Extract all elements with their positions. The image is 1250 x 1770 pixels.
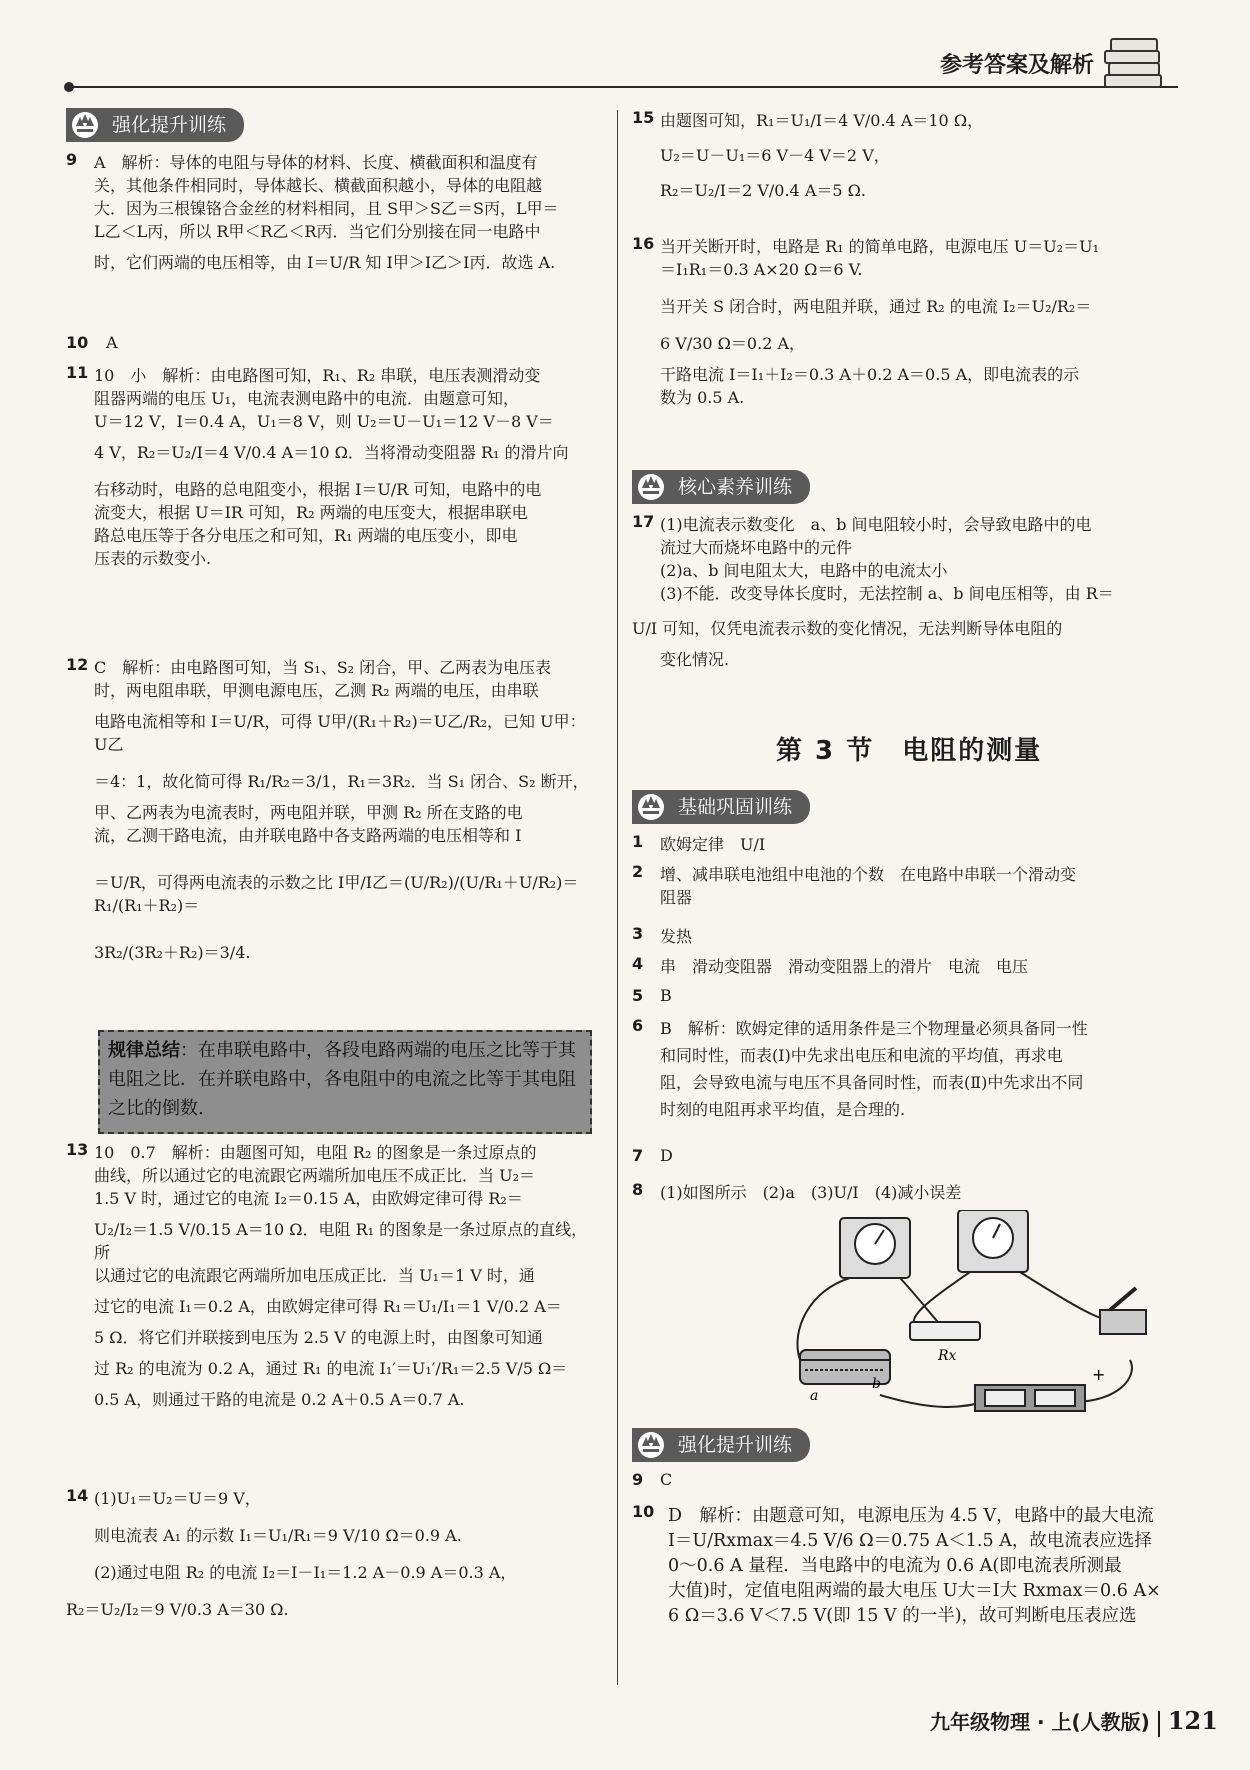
b3 <box>632 924 1172 947</box>
q11-line: 压表的示数变小. <box>94 549 212 568</box>
b4-answer: 串 滑动变阻器 滑动变阻器上的滑片 电流 电压 <box>660 957 1029 976</box>
q15-line: R₂＝U₂/I＝2 V/0.4 A＝5 Ω. <box>660 181 866 200</box>
q9 <box>66 150 596 273</box>
b7-number: 7 <box>632 1146 644 1165</box>
footer-book-title: 九年级物理 · 上(人教版) <box>930 1710 1150 1734</box>
label-rx: Rx <box>938 1348 957 1364</box>
q13-number: 13 <box>66 1140 89 1159</box>
q16-number: 16 <box>632 234 655 253</box>
q11-number: 11 <box>66 363 89 382</box>
b2 <box>632 862 1172 908</box>
q9-line: A 解析：导体的电阻与导体的材料、长度、横截面积和温度有 <box>94 153 538 172</box>
b10-line: D 解析：由题意可知，电源电压为 4.5 V，电路中的最大电流 <box>668 1506 1154 1526</box>
section-title: 第 3 节 电阻的测量 <box>776 736 1043 766</box>
banner-label: 核心素养训练 <box>678 476 793 498</box>
summary-label: 规律总结 <box>108 1040 180 1061</box>
q9-line: 关，其他条件相同时，导体越长、横截面积越小，导体的电阻越 <box>94 176 543 195</box>
banner-strengthen-2 <box>632 1428 810 1462</box>
banner-strengthen <box>66 108 244 142</box>
q11-line: 阻器两端的电压 U₁，电流表测电路中的电流．由题意可知， <box>94 389 519 408</box>
q12 <box>66 655 596 963</box>
q15-line: 由题图可知，R₁＝U₁/I＝4 V/0.4 A＝10 Ω， <box>660 111 984 130</box>
q11-line: 10 小 解析：由电路图可知，R₁、R₂ 串联，电压表测滑动变 <box>94 366 541 385</box>
b6-number: 6 <box>632 1016 644 1035</box>
label-plus: + <box>1092 1365 1106 1384</box>
q16-line: 6 V/30 Ω＝0.2 A， <box>660 334 806 353</box>
b10-number: 10 <box>632 1502 655 1521</box>
b8-answer: (1)如图所示 (2)a (3)U/I (4)减小误差 <box>660 1183 962 1202</box>
q11-line: 4 V，R₂＝U₂/I＝4 V/0.4 A＝10 Ω．当将滑动变阻器 R₁ 的滑片向 <box>94 443 569 462</box>
header-title: 参考答案及解析 <box>940 53 1095 78</box>
b2-number: 2 <box>632 862 644 881</box>
banner-basic <box>632 790 810 824</box>
q17-line: U/I 可知，仅凭电流表示数的变化情况，无法判断导体电阻的 <box>632 619 1063 638</box>
q17 <box>632 512 1172 670</box>
banner-core <box>632 470 810 504</box>
b3-number: 3 <box>632 924 644 943</box>
b7 <box>632 1146 1172 1165</box>
b10-line: 6 Ω＝3.6 V＜7.5 V(即 15 V 的一半)，故可判断电压表应选 <box>668 1606 1137 1626</box>
b5 <box>632 986 1172 1005</box>
resistor-icon <box>910 1322 980 1340</box>
q16 <box>632 234 1172 408</box>
b5-answer: B <box>660 986 672 1005</box>
q15 <box>632 108 1172 201</box>
q13-line: 10 0.7 解析：由题图可知，电阻 R₂ 的图象是一条过原点的 <box>94 1143 537 1162</box>
q16-line: 干路电流 I＝I₁＋I₂＝0.3 A＋0.2 A＝0.5 A，即电流表的示 <box>660 365 1080 384</box>
q9-number: 9 <box>66 150 78 169</box>
label-b: b <box>872 1376 881 1392</box>
q13-line: 过 R₂ 的电流为 0.2 A，通过 R₁ 的电流 I₁′＝U₁′/R₁＝2.5 V/5 Ω＝ <box>94 1359 568 1378</box>
q16-line: 数为 0.5 A. <box>660 388 745 407</box>
q16-line: 当开关 S 闭合时，两电阻并联，通过 R₂ 的电流 I₂＝U₂/R₂＝ <box>660 297 1092 316</box>
q12-line: 甲、乙两表为电流表时，两电阻并联，甲测 R₂ 所在支路的电 <box>94 803 523 822</box>
crown-icon <box>638 1432 664 1458</box>
b10 <box>632 1502 1172 1627</box>
q17-line: (2)a、b 间电阻太大，电路中的电流太小 <box>660 561 948 580</box>
page-number: 121 <box>1167 1706 1218 1735</box>
b3-answer: 发热 <box>660 927 693 946</box>
banner-label: 强化提升训练 <box>678 1434 793 1456</box>
b8 <box>632 1180 1172 1203</box>
crown-icon <box>638 474 664 500</box>
q12-line: C 解析：由电路图可知，当 S₁、S₂ 闭合，甲、乙两表为电压表 <box>94 658 552 677</box>
q14-line: (2)通过电阻 R₂ 的电流 I₂＝I－I₁＝1.2 A－0.9 A＝0.3 A， <box>94 1563 517 1582</box>
q13-line: 1.5 V 时，通过它的电流 I₂＝0.15 A，由欧姆定律可得 R₂＝ <box>94 1189 523 1208</box>
header-rule <box>68 86 1178 88</box>
q13-line: U₂/I₂＝1.5 V/0.15 A＝10 Ω．电阻 R₁ 的图象是一条过原点的直线，所 <box>94 1220 588 1262</box>
q10 <box>66 333 596 352</box>
b4 <box>632 954 1172 977</box>
q15-line: U₂＝U－U₁＝6 V－4 V＝2 V， <box>660 146 890 165</box>
books-icon <box>1104 38 1162 84</box>
q10-number: 10 <box>66 333 89 352</box>
q11-line: U＝12 V，I＝0.4 A，U₁＝8 V，则 U₂＝U－U₁＝12 V－8 V＝ <box>94 412 554 431</box>
q12-line: ＝U/R，可得两电流表的示数之比 I甲/I乙＝(U/R₂)/(U/R₁＋U/R₂)＝R₁/(R₁＋R₂)＝ <box>94 873 579 915</box>
q10-answer: A <box>106 333 118 352</box>
summary-text: ：在串联电路中，各段电路两端的电压之比等于其电阻之比．在并联电路中，各电阻中的电流之比等于其电阻之比的倒数. <box>108 1040 576 1120</box>
b9 <box>632 1470 1172 1489</box>
q17-line: (1)电流表示数变化 a、b 间电阻较小时，会导致电路中的电 <box>660 515 1092 534</box>
b6-line: B 解析：欧姆定律的适用条件是三个物理量必须具备同一性 <box>660 1019 1088 1038</box>
q11-line: 路总电压等于各分电压之和可知，R₁ 两端的电压变小，即电 <box>94 526 518 545</box>
q11 <box>66 363 596 569</box>
banner-label: 强化提升训练 <box>112 114 227 136</box>
q12-line: 时，两电阻串联，甲测电源电压，乙测 R₂ 两端的电压，由串联 <box>94 681 539 700</box>
q14-line: 则电流表 A₁ 的示数 I₁＝U₁/R₁＝9 V/10 Ω＝0.9 A. <box>94 1526 462 1545</box>
b1-number: 1 <box>632 832 644 851</box>
b2-line: 阻器 <box>660 888 693 907</box>
q9-line: 时，它们两端的电压相等，由 I＝U/R 知 I甲＞I乙＞I丙．故选 A. <box>94 253 556 272</box>
crown-icon <box>638 794 664 820</box>
q13-line: 0.5 A，则通过干路的电流是 0.2 A＋0.5 A＝0.7 A. <box>94 1390 465 1409</box>
q17-line: 流过大而烧坏电路中的元件 <box>660 538 853 557</box>
q13-line: 曲线，所以通过它的电流跟它两端所加电压不成正比．当 U₂＝ <box>94 1166 535 1185</box>
q17-line: 变化情况. <box>660 650 730 669</box>
q14-number: 14 <box>66 1486 89 1505</box>
q16-line: ＝I₁R₁＝0.3 A×20 Ω＝6 V. <box>660 260 863 279</box>
b6-line: 阻，会导致电流与电压不具备同时性，而表(Ⅱ)中先求出不同 <box>660 1073 1084 1092</box>
b10-line: 大值)时，定值电阻两端的最大电压 U大＝I大 Rxmax＝0.6 A× <box>668 1581 1161 1601</box>
q17-line: (3)不能．改变导体长度时，无法控制 a、b 间电压相等，由 R＝ <box>660 584 1114 603</box>
b10-line: I＝U/Rxmax＝4.5 V/6 Ω＝0.75 A＜1.5 A，故电流表应选择 <box>668 1531 1152 1551</box>
q14-line: (1)U₁＝U₂＝U＝9 V， <box>94 1489 261 1508</box>
b9-answer: C <box>660 1470 673 1489</box>
q13-line: 5 Ω．将它们并联接到电压为 2.5 V 的电源上时，由图象可知通 <box>94 1328 543 1347</box>
b4-number: 4 <box>632 954 644 973</box>
q11-line: 右移动时，电路的总电阻变小，根据 I＝U/R 可知，电路中的电 <box>94 480 542 499</box>
q12-line: 3R₂/(3R₂＋R₂)＝3/4. <box>94 943 251 962</box>
b7-answer: D <box>660 1146 673 1165</box>
label-a: a <box>810 1388 819 1404</box>
q13-line: 以通过它的电流跟它两端所加电压成正比．当 U₁＝1 V 时，通 <box>94 1266 535 1285</box>
banner-label: 基础巩固训练 <box>678 796 793 818</box>
q12-line: 流，乙测干路电流，由并联电路中各支路两端的电压相等和 I <box>94 826 522 845</box>
b10-line: 0～0.6 A 量程．当电路中的电流为 0.6 A(即电流表所测最 <box>668 1556 1122 1576</box>
q11-line: 流变大，根据 U＝IR 可知，R₂ 两端的电压变大，根据串联电 <box>94 503 528 522</box>
q12-line: ＝4：1，故化简可得 R₁/R₂＝3/1，R₁＝3R₂．当 S₁ 闭合、S₂ 断开， <box>94 772 589 791</box>
q15-number: 15 <box>632 108 655 127</box>
b1 <box>632 832 1172 855</box>
q12-number: 12 <box>66 655 89 674</box>
switch-icon <box>1100 1310 1146 1334</box>
q14-line: R₂＝U₂/I₂＝9 V/0.3 A＝30 Ω. <box>66 1600 289 1619</box>
q14 <box>66 1486 596 1620</box>
q12-line: 电路电流相等和 I＝U/R，可得 U甲/(R₁＋R₂)＝U乙/R₂，已知 U甲：U乙 <box>94 712 586 754</box>
q13 <box>66 1140 596 1410</box>
rule-summary-box <box>98 1030 592 1134</box>
q9-line: 大．因为三根镍铬合金丝的材料相同，且 S甲＞S乙＝S丙，L甲＝ <box>94 199 559 218</box>
b1-answer: 欧姆定律 U/I <box>660 835 766 854</box>
crown-icon <box>72 112 98 138</box>
b9-number: 9 <box>632 1470 644 1489</box>
q17-number: 17 <box>632 512 655 531</box>
q13-line: 过它的电流 I₁＝0.2 A，由欧姆定律可得 R₁＝U₁/I₁＝1 V/0.2 A＝ <box>94 1297 562 1316</box>
b2-line: 增、减串联电池组中电池的个数 在电路中串联一个滑动变 <box>660 865 1077 884</box>
page-footer <box>930 1706 1218 1737</box>
q16-line: 当开关断开时，电路是 R₁ 的简单电路，电源电压 U＝U₂＝U₁ <box>660 237 1100 256</box>
b6-line: 和同时性，而表(Ⅰ)中先求出电压和电流的平均值，再求电 <box>660 1046 1063 1065</box>
q9-line: L乙＜L丙，所以 R甲＜R乙＜R丙．当它们分别接在同一电路中 <box>94 222 541 241</box>
b8-number: 8 <box>632 1180 644 1199</box>
b5-number: 5 <box>632 986 644 1005</box>
b6 <box>632 1016 1172 1120</box>
circuit-diagram <box>780 1210 1200 1420</box>
b6-line: 时刻的电阻再求平均值，是合理的. <box>660 1100 906 1119</box>
column-divider <box>617 110 618 1685</box>
